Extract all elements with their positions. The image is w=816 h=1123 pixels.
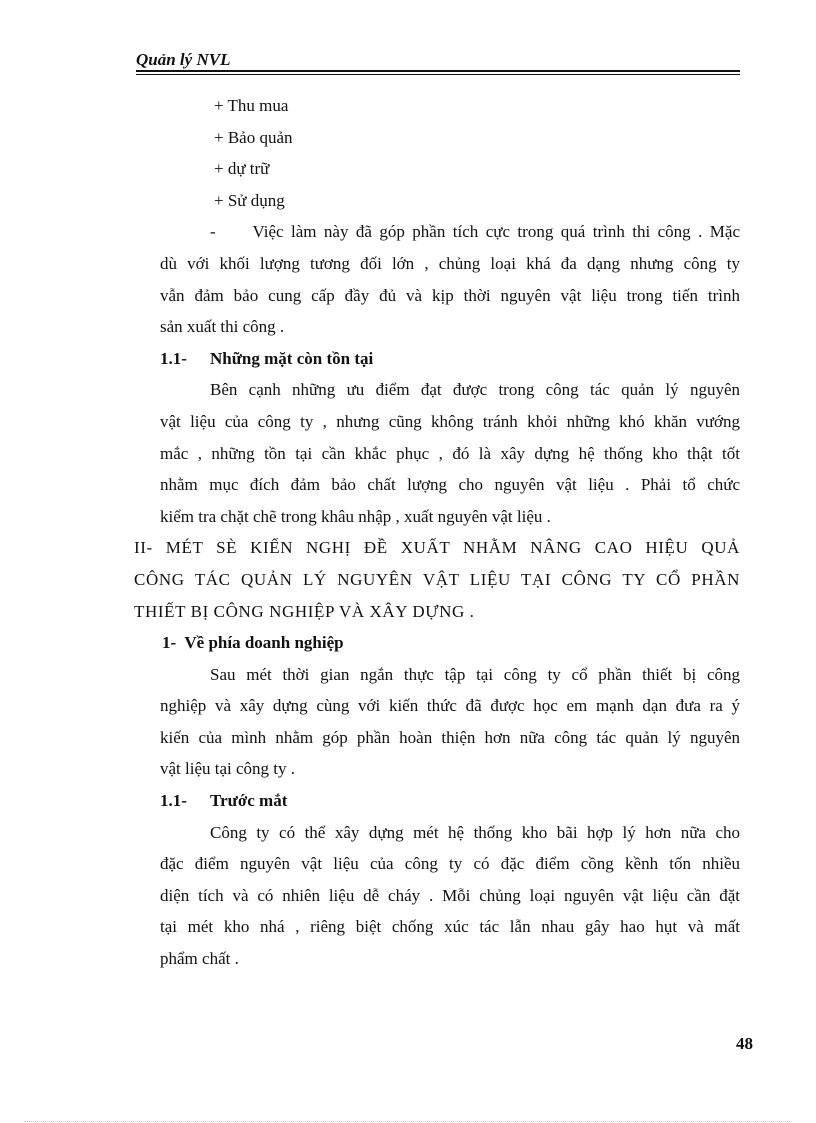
list-item: + Bảo quản: [214, 127, 293, 147]
document-body: [134, 90, 740, 975]
chapter-heading-line: II- MÉT SÈ KIẾN NGHỊ ĐỀ XUẤT NHẰM NÂNG CAO HIỆU QUẢ: [134, 538, 740, 558]
chapter-heading-line: THIẾT BỊ CÔNG NGHIỆP VÀ XÂY DỰNG .: [134, 601, 475, 621]
list-item: + Thu mua: [214, 96, 289, 115]
dash-paragraph-line: sản xuất thi công .: [160, 317, 285, 337]
footer-divider: [24, 1121, 792, 1122]
dash-paragraph-text: Việc làm này đã góp phần tích cực trong quá trình thi công . Mặc: [252, 222, 740, 242]
paragraph-line: diện tích và có nhiên liệu dễ cháy . Mỗi chủng loại nguyên vật liệu cần đặt: [160, 885, 740, 905]
list-item: + Sử dụng: [214, 190, 285, 210]
paragraph-line: kiểm tra chặt chẽ trong khâu nhập , xuất nguyên vật liệu .: [160, 506, 551, 526]
dash-marker: -: [210, 222, 216, 242]
list-item: + dự trữ: [214, 159, 270, 179]
paragraph-line: phẩm chất .: [160, 949, 239, 969]
section-title: Những mặt còn tồn tại: [210, 348, 374, 368]
paragraph-line: nhằm mục đích đảm bảo chất lượng cho nguyên vật liệu . Phải tổ chức: [160, 475, 740, 495]
paragraph-line: Công ty có thể xây dựng mét hệ thống kho bãi hợp lý hơn nữa cho: [210, 822, 740, 842]
paragraph-line: vật liệu tại công ty .: [160, 759, 296, 779]
section-heading: [160, 343, 740, 375]
dash-paragraph-line: vẫn đảm bảo cung cấp đầy đủ và kịp thời nguyên vật liệu trong tiến trình: [160, 285, 740, 305]
section-title: Trước mắt: [210, 791, 288, 811]
paragraph-line: mắc , những tồn tại cần khắc phục , đó là xây dựng hệ thống kho thật tốt: [160, 443, 740, 463]
section-number: 1-: [162, 633, 177, 653]
paragraph-line: vật liệu của công ty , nhưng cũng không tránh khỏi những khó khăn vướng: [160, 411, 740, 431]
header-rule: [136, 70, 740, 72]
paragraph-line: tại mét kho nhá , riêng biệt chống xúc tác lẫn nhau gây hao hụt và mất: [160, 917, 740, 937]
section-number: 1.1-: [160, 791, 187, 811]
section-heading: [160, 785, 740, 817]
chapter-heading-line: CÔNG TÁC QUẢN LÝ NGUYÊN VẬT LIỆU TẠI CÔNG TY CỔ PHẦN: [134, 569, 740, 589]
paragraph-line: đặc điểm nguyên vật liệu của công ty có đặc điểm cồng kềnh tốn nhiều: [160, 854, 740, 874]
page-header-title: Quản lý NVL: [136, 50, 231, 69]
section-title: Về phía doanh nghiệp: [184, 633, 344, 653]
paragraph-line: Sau mét thời gian ngắn thực tập tại công ty cổ phần thiết bị công: [210, 664, 740, 684]
paragraph-line: nghiệp và xây dựng cùng với kiến thức đã được học em mạnh dạn đưa ra ý: [160, 696, 740, 716]
section-number: 1.1-: [160, 348, 187, 368]
paragraph-line: kiến của mình nhằm góp phần hoàn thiện hơn nữa công tác quản lý nguyên: [160, 727, 740, 747]
header-rule-thin: [136, 74, 740, 75]
dash-paragraph-line: [160, 216, 740, 248]
dash-paragraph-line: dù với khối lượng tương đối lớn , chủng loại khá đa dạng nhưng công ty: [160, 253, 740, 273]
paragraph-line: Bên cạnh những ưu điểm đạt được trong công tác quản lý nguyên: [210, 380, 740, 400]
page-number: 48: [736, 1034, 753, 1053]
section-heading: [160, 627, 740, 659]
